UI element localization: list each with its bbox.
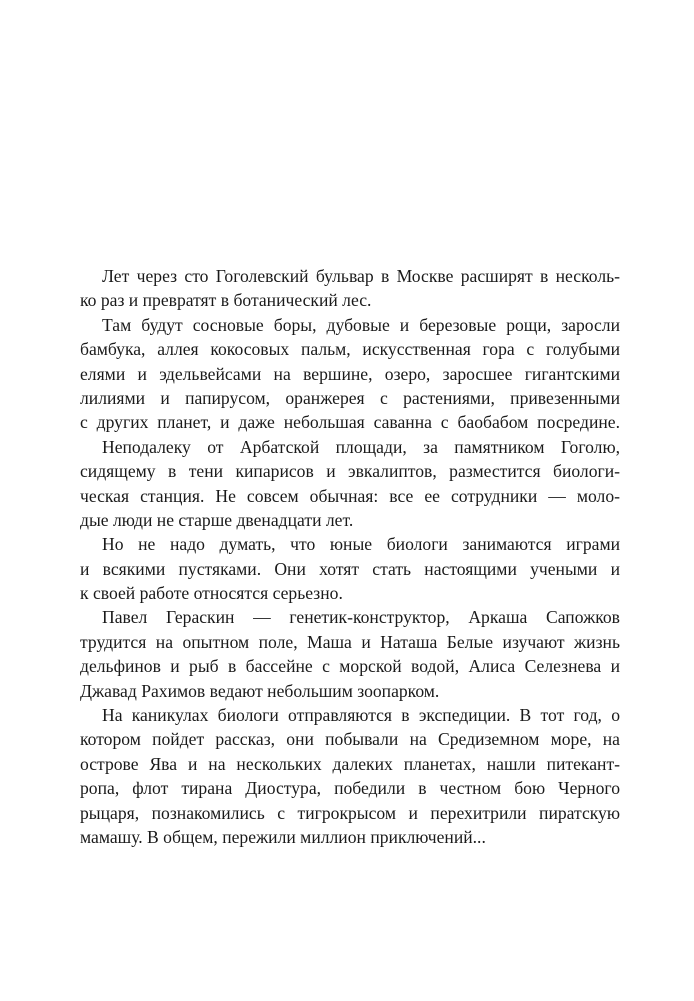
paragraph-2 [80,313,620,435]
paragraph-5 [80,605,620,703]
text-line: дельфинов и рыб в бассейне с морской водой, Алиса Селезнева и [80,656,620,677]
text-line: ко раз и превратят в ботанический лес. [80,290,372,311]
text-line: мамашу. В общем, пережили миллион приключений... [80,826,486,847]
text-line: и всякими пустяками. Они хотят стать настоящими учеными и [80,558,620,579]
text-line: Павел Гераскин — генетик-конструктор, Аркаша Сапожков [102,607,620,628]
annotation-text [80,264,620,849]
text-line: ческая станция. Не совсем обычная: все ее сотрудники — моло- [80,485,620,506]
text-line: лилиями и папирусом, оранжерея с растениями, привезенными [80,387,620,408]
text-line: Но не надо думать, что юные биологи занимаются играми [102,534,620,555]
text-line: На каникулах биологи отправляются в экспедиции. В тот год, о [102,705,620,726]
paragraph-3 [80,435,620,533]
text-line: Джавад Рахимов ведают небольшим зоопарком. [80,680,440,701]
text-line: рыцаря, познакомились с тигрокрысом и перехитрили пиратскую [80,802,620,823]
text-line: трудится на опытном поле, Маша и Наташа Белые изучают жизнь [80,631,620,652]
text-line: бамбука, аллея кокосовых пальм, искусственная гора с голубыми [80,339,620,360]
paragraph-6 [80,703,620,849]
text-line: Там будут сосновые боры, дубовые и березовые рощи, заросли [102,314,620,335]
text-line: Лет через сто Гоголевский бульвар в Москве расширят в несколь- [102,266,620,286]
text-line: дые люди не старше двенадцати лет. [80,509,354,530]
text-line: котором пойдет рассказ, они побывали на Средиземном море, на [80,729,620,750]
text-line: острове Ява и на нескольких далеких планетах, нашли питекант- [80,753,620,774]
text-line: Неподалеку от Арбатской площади, за памятником Гоголю, [102,436,620,457]
text-line: с других планет, и даже небольшая саванна с баобабом посредине. [80,412,620,433]
text-line: елями и эдельвейсами на вершине, озеро, заросшее гигантскими [80,363,620,384]
text-line: ропа, флот тирана Диостура, победили в честном бою Черного [80,778,620,799]
text-line: сидящему в тени кипарисов и эвкалиптов, разместится биологи- [80,461,620,482]
paragraph-1 [80,264,620,313]
paragraph-4 [80,532,620,605]
text-line: к своей работе относятся серьезно. [80,583,343,604]
